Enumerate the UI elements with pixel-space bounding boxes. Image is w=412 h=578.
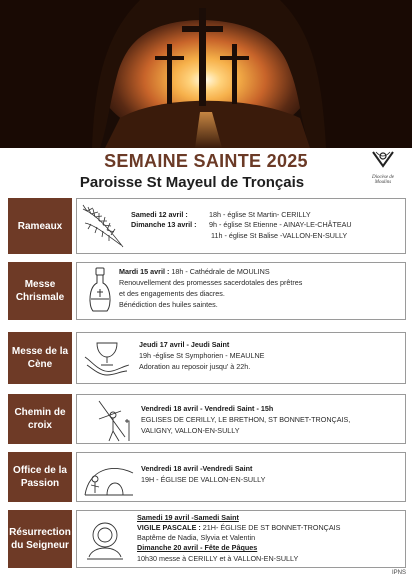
event-line: Samedi 12 avril :: [131, 210, 188, 219]
event-label: Rameaux: [8, 198, 72, 254]
event-line: VIGILE PASCALE : 21H- ÉGLISE DE ST BONNET-TRONÇAIS: [137, 523, 341, 532]
event-label: Messe Chrismale: [8, 262, 72, 320]
carrying-cross-icon: [95, 397, 135, 443]
palm-branches-icon: [79, 201, 127, 253]
event-heading: Jeudi 17 avril - Jeudi Saint: [139, 340, 230, 349]
event-row-rameaux: [0, 198, 412, 254]
event-heading: Vendredi 18 avril - Vendredi Saint - 15h: [141, 404, 274, 413]
event-line: VALIGNY, VALLON-EN-SULLY: [141, 426, 240, 435]
event-row-messe-chrismale: [0, 262, 412, 320]
event-line: Adoration au reposoir jusqu' à 22h.: [139, 362, 251, 371]
event-label: Chemin de croix: [8, 394, 72, 444]
event-heading: Samedi 19 avril -Samedi Saint: [137, 513, 239, 522]
footer-ipns: IPNS: [391, 570, 406, 576]
event-details: [76, 452, 406, 502]
event-details: [76, 510, 406, 568]
diocese-emblem-icon: [370, 150, 396, 170]
event-label: Messe de la Cène: [8, 332, 72, 384]
event-line: 10h30 messe à CERILLY et à VALLON-EN-SULLY: [137, 554, 299, 563]
event-line: Renouvellement des promesses sacerdotales des prêtres: [119, 278, 303, 287]
event-line: Dimanche 13 avril :: [131, 220, 197, 229]
event-heading: Vendredi 18 avril -Vendredi Saint: [141, 464, 253, 473]
title-block: [0, 148, 412, 194]
event-line: Bénédiction des huiles saintes.: [119, 300, 218, 309]
event-details: [76, 332, 406, 384]
event-line: 19h -église St Symphorien - MEAULNE: [139, 351, 265, 360]
oil-flask-icon: [85, 265, 115, 317]
logo-text-line2: Moulins: [374, 180, 392, 185]
event-line: 19H - ÉGLISE DE VALLON-EN-SULLY: [141, 475, 266, 484]
tomb-icon: [83, 459, 135, 499]
event-row-resurrection: [0, 510, 412, 568]
event-heading: Dimanche 20 avril - Fête de Pâques: [137, 543, 258, 552]
event-line: et des engagements des diacres.: [119, 289, 225, 298]
chalice-hands-icon: [83, 335, 131, 381]
event-line: Baptême de Nadia, Slyvia et Valentin: [137, 533, 256, 542]
hero-image-calvary: [0, 0, 412, 148]
event-line: 18h - église St Martin- CERILLY: [209, 210, 311, 219]
page-title: SEMAINE SAINTE 2025: [104, 151, 308, 171]
event-row-messe-cene: [0, 332, 412, 384]
event-details: [76, 394, 406, 444]
event-row-chemin-de-croix: [0, 394, 412, 444]
event-label: Résurrection du Seigneur: [8, 510, 72, 568]
event-line: 9h - église St Etienne - AINAY-LE-CHÂTEAU: [209, 220, 352, 229]
event-line: Mardi 15 avril : 18h - Cathédrale de MOULINS: [119, 267, 270, 276]
event-row-office-passion: [0, 452, 412, 502]
event-line: EGLISES DE CERILLY, LE BRETHON, ST BONNET-TRONÇAIS,: [141, 415, 351, 424]
event-label: Office de la Passion: [8, 452, 72, 502]
logo-text-line1: Diocèse de: [371, 175, 395, 180]
empty-tomb-icon: [85, 517, 125, 563]
event-details: [76, 262, 406, 320]
diocese-logo: [363, 150, 403, 194]
event-details: [76, 198, 406, 254]
event-line: 11h - église St Balise -VALLON-EN-SULLY: [211, 231, 348, 240]
page-subtitle: Paroisse St Mayeul de Tronçais: [79, 174, 305, 191]
